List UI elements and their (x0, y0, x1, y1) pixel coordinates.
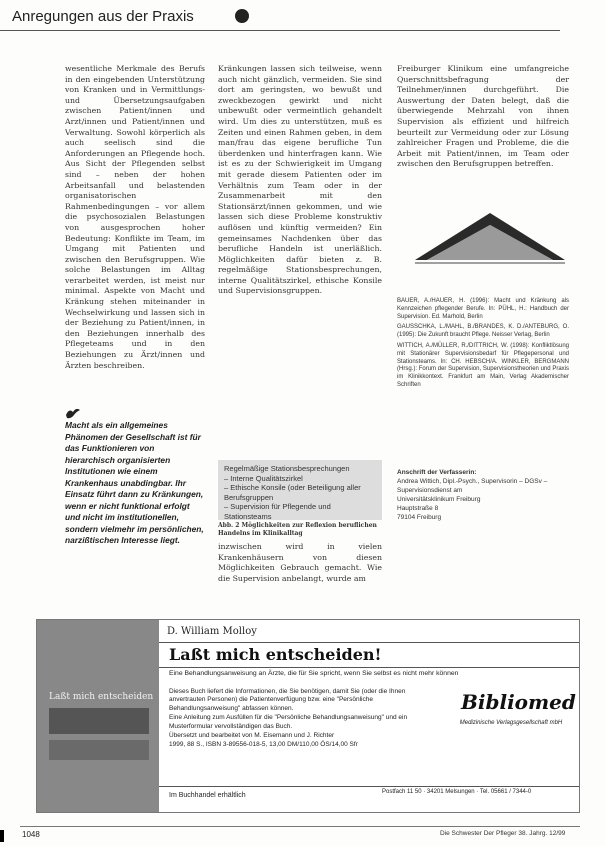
publisher-logo-block (449, 690, 576, 750)
book-cover-title: Laßt mich entscheiden (49, 692, 154, 702)
address-line: Andrea Wittich, Dipl.-Psych., Supervisorin – DGSv – (397, 478, 548, 485)
figure-item: – Supervision für Pflegende und Stationsteams (224, 502, 331, 521)
ad-title-bar (159, 642, 579, 668)
address-line: Supervisionsdienst am (397, 487, 463, 494)
reference-item: GAUSSCHKA, L./MAHL, B./BRANDES, K. D./ANTEBURG, O. (1995): Die Zukunft braucht Pflege. Neisser Verlag, Berlin (397, 324, 569, 339)
author-address (397, 468, 569, 522)
figure-list (224, 464, 376, 521)
column-3-text: Freiburger Klinikum eine umfangreiche Querschnittsbefragung der Teilnehmer/innen durchgeführt. Die Auswertung der Daten belegt, daß die überwiegende Mehrzahl von ihnen Supervision als effizient und hilfreich beurteilt zur Vermeidung oder zur Lösung zahlreicher Fragen und Probleme, die die Arbeit mit Patient/innen, im Team oder zwischen den Berufsgruppen betreffen. (397, 64, 569, 169)
section-title: Anregungen aus der Praxis (12, 8, 194, 25)
header-rule (0, 30, 560, 31)
references (397, 298, 569, 393)
book-cover-band (49, 708, 149, 734)
publisher-logo: Bibliomed (461, 690, 576, 714)
reference-item: BAUER, A./HAUER, H. (1996): Macht und Kränkung als Kennzeichen pflegender Berufe. In: PÜHL, H.: Handbuch der Supervision. Ed. Marhold, Berlin (397, 298, 569, 320)
roof-graphic (415, 205, 565, 275)
book-cover-band (49, 740, 149, 760)
address-line: Hauptstraße 8 (397, 505, 439, 512)
ad-description-paragraph: Übersetzt und bearbeitet von M. Eisemann und J. Richter (169, 732, 335, 740)
ad-description (169, 688, 433, 751)
pull-quote: Macht als ein allgemeines Phänomen der Gesellschaft ist für das Funktionieren von hierarchisch organisierten Institutionen wie einem Krankenhaus unabdingbar. Ihr Einsatz führt dann zu Kränkungen, wenn er nicht funktional erfolgt und nicht im institutionellen, sondern vielmehr im persönlichen, narzißtischen Interesse liegt. (65, 420, 204, 545)
article-column-2 (218, 64, 382, 450)
address-line: 79104 Freiburg (397, 514, 442, 521)
ad-title: Laßt mich entscheiden! (169, 645, 382, 664)
book-cover-image (37, 620, 159, 812)
figure-box (218, 460, 382, 520)
ad-author: D. William Molloy (167, 626, 257, 637)
ad-description-paragraph: Eine Anleitung zum Ausfüllen für die "Persönliche Behandlungsanweisung" und ein Musterformular vervollständigen das Buch. (169, 714, 408, 730)
ad-description-paragraph: Dieses Buch liefert die Informationen, die Sie benötigen, damit Sie (oder die Ihnen anvertrauten Personen) die Patientenverfügung bzw. eine "Persönliche Behandlungsanweisung" abfassen können. (169, 688, 406, 712)
crop-mark (0, 830, 4, 842)
journal-reference: Die Schwester Der Pfleger 38. Jahrg. 12/99 (440, 830, 566, 837)
bullet-dot-icon (235, 9, 249, 23)
column-1-text: wesentliche Merkmale des Berufs in den eingebenden Unterstützung von Kranken und in Vermittlungs- und Übersetzungsaufgaben zwischen Patient/innen und Arzt/innen und Patient/innen und Verwaltung. Sowohl körperlich als auch seelisch sind die Anforderungen an Pflegende hoch. Aus Sicht der Pflegenden selbst sind – neben der hohen Arbeitsanfall und belastenden organisatorischen Rahmenbedingungen – vor allem die psychosozialen Belastungen von ausgesprochen hoher Bedeutung: Konflikte im Team, im Umgang mit Patienten und zwischen den Berufsgruppen. Wie solche Belastungen im Alltag verarbeitet werden, ist meist nur minimal. Aspekte von Macht und Kränkung stehen miteinander in Wechselwirkung und lassen sich in der Beziehung zu Patient/innen, in den Beziehungen innerhalb des Pflegeteams und in den Beziehungen zu Ärzt/innen und Ärzten beschreiben. (65, 64, 205, 370)
figure-caption: Abb. 2 Möglichkeiten zur Reflexion beruflichen Handelns im Klinikalltag (218, 522, 377, 537)
figure-item: – Interne Qualitätszirkel (224, 473, 303, 483)
address-line: Universitätsklinikum Freiburg (397, 496, 481, 503)
ad-divider (159, 786, 579, 787)
ad-description-paragraph: 1999, 88 S., ISBN 3-89556-018-5, 13,00 DM/110,00 ÖS/14,00 Sfr (169, 741, 358, 749)
ad-subtitle: Eine Behandlungsanweisung an Ärzte, die für Sie spricht, wenn Sie selbst es nicht mehr können (169, 670, 459, 677)
article-column-3 (397, 64, 569, 198)
figure-item: Regelmäßige Stationsbesprechungen (224, 464, 350, 473)
article-column-2-continued (218, 542, 382, 594)
book-advertisement (36, 619, 580, 813)
publisher-name: Medizinische Verlagsgesellschaft mbH (459, 720, 563, 726)
figure-item: – Ethische Konsile (oder Beteiligung aller Berufsgruppen (224, 483, 361, 502)
reference-item: WITTICH, A./MÜLLER, R./DITTRICH, W. (1998): Konfliktlösung mit Stationärer Supervisionsbedarf für Pflegepersonal und Stationsteams. In: CH. HEBSCH/A. WINKLER, BERGMANN (Hrsg.): Forum der Supervision, Supervisionstheorien und Praxis im Klinikkontext. Frankfurt am Main, Verlag Akademischer Schriften (397, 342, 569, 388)
section-header (0, 0, 560, 30)
column-2-continued-text: inzwischen wird in vielen Krankenhäusern von diesen Möglichkeiten Gebrauch gemacht. Wie die Supervision anbelangt, wurde am (218, 542, 382, 583)
article-column-1 (65, 64, 205, 404)
column-2-text: Kränkungen lassen sich teilweise, wenn auch nicht gänzlich, vermeiden. Sie sind dort am geringsten, wo bewußt und zweckbezogen gewirkt und nicht unbewußt oder vermeintlich gehandelt wird. Um dies zu unterstützen, muß es Zeiten und einen Rahmen geben, in dem man/frau das eigene berufliche Tun überdenken und hinterfragen kann. Wie ist es zu der Schwierigkeit im Umgang mit gerade diesem Patienten oder im Verhältnis zum Team oder in der Zusammenarbeit mit den Stationsärzt/innen gekommen, und wie lassen sich diese Probleme konstruktiv auflösen und künftig vermeiden? Ein gemeinsames Nachdenken über das berufliche Handeln ist unerläßlich. Möglichkeiten dafür bieten z. B. regelmäßige Stationsbesprechungen, interne Qualitätszirkel, ethische Konsile und Supervisionsgruppen. (218, 64, 382, 296)
ad-shop-note: Im Buchhandel erhältlich (169, 792, 246, 799)
footer-rule (20, 826, 580, 827)
bird-icon (65, 406, 81, 420)
page-number: 1048 (22, 830, 40, 839)
publisher-contact: Postfach 11 50 · 34201 Melsungen · Tel. 05661 / 7344-0 (382, 789, 532, 795)
address-label: Anschrift der Verfasserin: (397, 469, 477, 476)
